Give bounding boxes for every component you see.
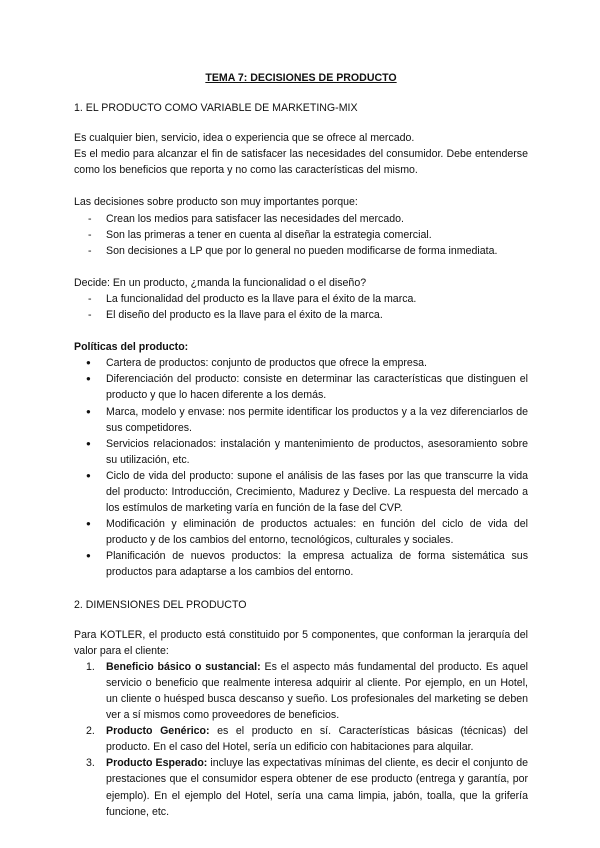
list-item: ● Cartera de productos: conjunto de productos que ofrece la empresa.	[74, 355, 528, 371]
purpose-paragraph: Es el medio para alcanzar el fin de satisfacer las necesidades del consumidor. Debe entenderse como los beneficios que reporta y no como las características del mismo.	[74, 148, 528, 177]
policies-heading: Políticas del producto:	[74, 341, 189, 354]
list-item: - Son decisiones a LP que por lo general no pueden modificarse de forma inmediata.	[74, 243, 528, 259]
document-page	[74, 70, 528, 820]
kotler-intro: Para KOTLER, el producto está constituido por 5 componentes, que conforman la jerarquía del valor para el cliente:	[74, 628, 528, 657]
decide-intro: Decide: En un producto, ¿manda la funcionalidad o el diseño?	[74, 276, 367, 289]
definition-paragraph: Es cualquier bien, servicio, idea o experiencia que se ofrece al mercado.	[74, 132, 415, 145]
list-item: - Crean los medios para satisfacer las necesidades del mercado.	[74, 211, 528, 227]
list-item: 1. Beneficio básico o sustancial: Es el aspecto más fundamental del producto. Es aquel servicio o beneficio que realmente interesa adquirir al cliente. Por ejemplo, en un Hotel, un cliente o huésped busca descanso y sueño. Los profesionales del marketing se deben ver a sí mismos como proveedores de beneficios.	[86, 660, 528, 722]
section-1-heading: 1. EL PRODUCTO COMO VARIABLE DE MARKETING-MIX	[74, 102, 358, 115]
list-item: ● Servicios relacionados: instalación y mantenimiento de productos, asesoramiento sobre su utilización, etc.	[74, 436, 528, 468]
list-item: - La funcionalidad del producto es la llave para el éxito de la marca.	[74, 291, 528, 307]
list-item: ● Planificación de nuevos productos: la empresa actualiza de forma sistemática sus productos para adaptarse a los cambios del entorno.	[74, 548, 528, 580]
section-2-heading: 2. DIMENSIONES DEL PRODUCTO	[74, 598, 247, 611]
list-item: ● Ciclo de vida del producto: supone el análisis de las fases por las que transcurre la vida del producto: Introducción, Crecimiento, Madurez y Declive. La respuesta del mercado a los estímulos de marketing varía en función de la fase del CVP.	[74, 468, 528, 516]
list-item: 2. Producto Genérico: es el producto en sí. Características básicas (técnicas) del producto. En el caso del Hotel, sería un edificio con habitaciones para alquilar.	[86, 725, 528, 754]
policies-list	[74, 355, 528, 580]
decisions-intro: Las decisiones sobre producto son muy importantes porque:	[74, 196, 358, 209]
list-item: 3. Producto Esperado: incluye las expectativas mínimas del cliente, es decir el conjunto de prestaciones que el consumidor espera obtener de ese producto (entrega y garantía, por ejemplo). En el ejemplo del Hotel, sería una cama limpia, jabón, toalla, que la grifería funcione, etc.	[86, 757, 528, 818]
decide-list	[74, 291, 528, 323]
list-item: - El diseño del producto es la llave para el éxito de la marca.	[74, 307, 528, 323]
list-item: - Son las primeras a tener en cuenta al diseñar la estrategia comercial.	[74, 227, 528, 243]
dimensions-list	[74, 659, 528, 820]
page-title: TEMA 7: DECISIONES DE PRODUCTO	[205, 72, 397, 84]
decisions-list	[74, 211, 528, 259]
list-item: ● Modificación y eliminación de productos actuales: en función del ciclo de vida del producto y de los cambios del entorno, tecnológicos, culturales y sociales.	[74, 516, 528, 548]
list-item: ● Marca, modelo y envase: nos permite identificar los productos y a la vez diferenciarlos de sus competidores.	[74, 404, 528, 436]
list-item: ● Diferenciación del producto: consiste en determinar las características que distinguen el producto y que lo hacen diferente a los demás.	[74, 371, 528, 403]
